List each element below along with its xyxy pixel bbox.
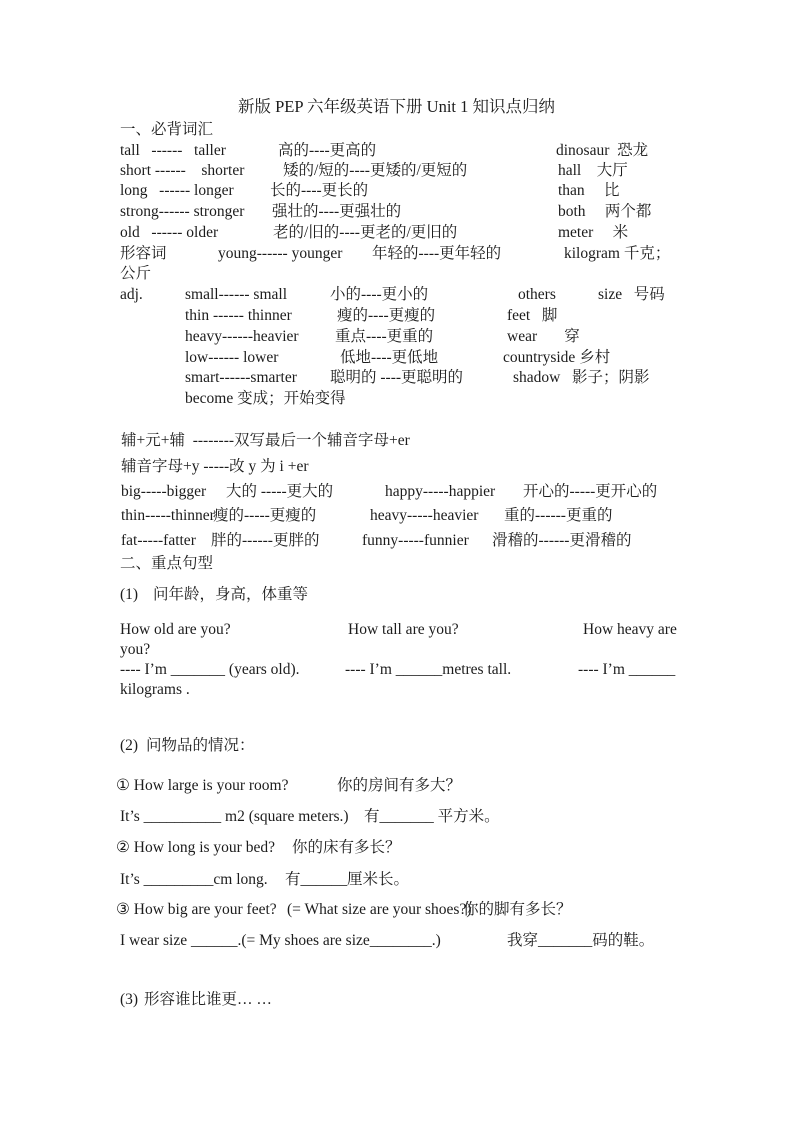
text-segment: ---- I’m ______metres tall.: [345, 661, 512, 678]
sentence-line: [120, 869, 793, 890]
text-segment: both 两个都: [558, 203, 652, 220]
text-segment: 滑稽的------更滑稽的: [492, 532, 632, 549]
text-segment: 老的/旧的----更老的/更旧的: [273, 224, 458, 241]
text-segment: long ------ longer: [120, 182, 234, 199]
text-segment: happy-----happier: [385, 483, 496, 500]
vocab-row: [120, 160, 793, 181]
vocab-row: [120, 180, 793, 201]
text-segment: young------ younger: [218, 245, 343, 262]
text-segment: than 比: [558, 182, 620, 199]
text-segment: small------ small: [185, 286, 288, 303]
sentence-line: [116, 899, 793, 920]
rule-line: [120, 430, 793, 451]
text-segment: How heavy are: [583, 621, 677, 638]
vocab-row: [120, 388, 793, 409]
text-segment: How tall are you?: [348, 621, 459, 638]
text-segment: big-----bigger: [121, 483, 207, 500]
text-segment: It’s _________cm long.: [120, 871, 268, 888]
text-segment: 问物品的情况：: [146, 737, 255, 754]
text-segment: 重点----更重的: [335, 328, 434, 345]
text-segment: 有______厘米长。: [285, 871, 410, 888]
text-segment: fat-----fatter: [121, 532, 196, 549]
text-segment: I wear size ______.(= My shoes are size________.): [120, 932, 441, 949]
text-segment: thin-----thinner: [121, 507, 215, 524]
text-segment: 一、必背词汇: [120, 121, 214, 138]
text-segment: 辅音字母+y -----改 y 为 i +er: [121, 458, 309, 475]
vocab-row: [120, 243, 793, 264]
text-segment: (3): [120, 991, 139, 1008]
text-segment: 重的------更重的: [504, 507, 613, 524]
text-segment: heavy-----heavier: [370, 507, 479, 524]
text-segment: heavy------heavier: [185, 328, 299, 345]
sentence-line: [116, 837, 793, 858]
text-segment: smart------smarter: [185, 369, 297, 386]
sentence-line: [120, 639, 793, 660]
text-segment: ③ How big are your feet?: [116, 901, 277, 918]
text-segment: 强壮的----更强壮的: [272, 203, 402, 220]
text-segment: short ------ shorter: [120, 162, 245, 179]
text-segment: (2): [120, 737, 139, 754]
vocab-row: [120, 284, 793, 305]
text-segment: (1): [120, 586, 139, 603]
text-segment: 小的----更小的: [330, 286, 429, 303]
text-segment: adj.: [120, 286, 143, 303]
document-body: [116, 0, 720, 1122]
text-segment: you?: [120, 641, 151, 658]
vocab-row: [120, 201, 793, 222]
text-segment: ---- I’m ______: [578, 661, 676, 678]
text-segment: kilogram 千克；: [564, 245, 671, 262]
sentence-line: [120, 619, 793, 640]
text-segment: 我穿_______码的鞋。: [507, 932, 655, 949]
comparative-row: [120, 530, 793, 551]
text-segment: kilograms .: [120, 681, 190, 698]
text-segment: countryside 乡村: [503, 349, 611, 366]
sentence-line: [116, 775, 793, 796]
text-segment: 矮的/短的----更矮的/更短的: [283, 162, 468, 179]
text-segment: 形容词: [120, 245, 167, 262]
text-segment: meter 米: [558, 224, 629, 241]
text-segment: How old are you?: [120, 621, 231, 638]
text-segment: others: [518, 286, 556, 303]
text-segment: tall ------ taller: [120, 142, 226, 159]
text-segment: wear 穿: [507, 328, 580, 345]
rule-line: [120, 456, 793, 477]
text-segment: 大的 -----更大的: [226, 483, 334, 500]
text-segment: 二、重点句型: [120, 555, 214, 572]
sentence-line: [120, 930, 793, 951]
text-segment: 高的----更高的: [278, 142, 377, 159]
text-segment: shadow 影子；阴影: [513, 369, 650, 386]
text-segment: 问年龄，身高，体重等: [153, 586, 309, 603]
sentence-line: [120, 806, 793, 827]
text-segment: funny-----funnier: [362, 532, 469, 549]
text-segment: 瘦的-----更瘦的: [213, 507, 317, 524]
text-segment: ---- I’m _______ (years old).: [120, 661, 300, 678]
vocab-row: [120, 263, 793, 284]
sentence-line: [120, 679, 793, 700]
text-segment: 公斤: [120, 265, 152, 282]
text-segment: 辅+元+辅 --------双写最后一个辅音字母+er: [121, 432, 410, 449]
text-segment: hall 大厅: [558, 162, 628, 179]
text-segment: 瘦的----更瘦的: [337, 307, 436, 324]
text-segment: low------ lower: [185, 349, 279, 366]
document-title: 新版 PEP 六年级英语下册 Unit 1 知识点归纳: [237, 97, 556, 116]
text-segment: 低地----更低地: [340, 349, 439, 366]
text-segment: old ------ older: [120, 224, 219, 241]
text-segment: 你的脚有多长？: [463, 901, 572, 918]
text-segment: 聪明的 ----更聪明的: [330, 369, 464, 386]
subsection-heading: [120, 735, 793, 756]
text-segment: ① How large is your room?: [116, 777, 289, 794]
text-segment: thin ------ thinner: [185, 307, 292, 324]
text-segment: strong------ stronger: [120, 203, 245, 220]
text-segment: 年轻的----更年轻的: [372, 245, 502, 262]
section-2-heading: [120, 553, 793, 574]
comparative-row: [120, 505, 793, 526]
subsection-heading: [120, 989, 793, 1010]
text-segment: 你的床有多长？: [292, 839, 401, 856]
text-segment: feet 脚: [507, 307, 558, 324]
section-1-heading: [120, 119, 793, 140]
vocab-row: [120, 305, 793, 326]
vocab-row: [120, 222, 793, 243]
sentence-line: [120, 659, 793, 680]
comparative-row: [120, 481, 793, 502]
text-segment: dinosaur 恐龙: [556, 142, 649, 159]
subsection-heading: [120, 584, 793, 605]
text-segment: become 变成；开始变得: [185, 390, 346, 407]
text-segment: size 号码: [598, 286, 665, 303]
text-segment: (= What size are your shoes?): [287, 901, 472, 918]
vocab-row: [120, 140, 793, 161]
text-segment: ② How long is your bed?: [116, 839, 275, 856]
text-segment: 长的----更长的: [270, 182, 369, 199]
vocab-row: [120, 347, 793, 368]
text-segment: 胖的------更胖的: [211, 532, 320, 549]
text-segment: It’s __________ m2 (square meters.): [120, 808, 349, 825]
vocab-row: [120, 367, 793, 388]
text-segment: 你的房间有多大？: [337, 777, 462, 794]
text-segment: 形容谁比谁更… …: [144, 991, 272, 1008]
text-segment: 有_______ 平方米。: [364, 808, 500, 825]
vocab-row: [120, 326, 793, 347]
text-segment: 开心的-----更开心的: [523, 483, 658, 500]
